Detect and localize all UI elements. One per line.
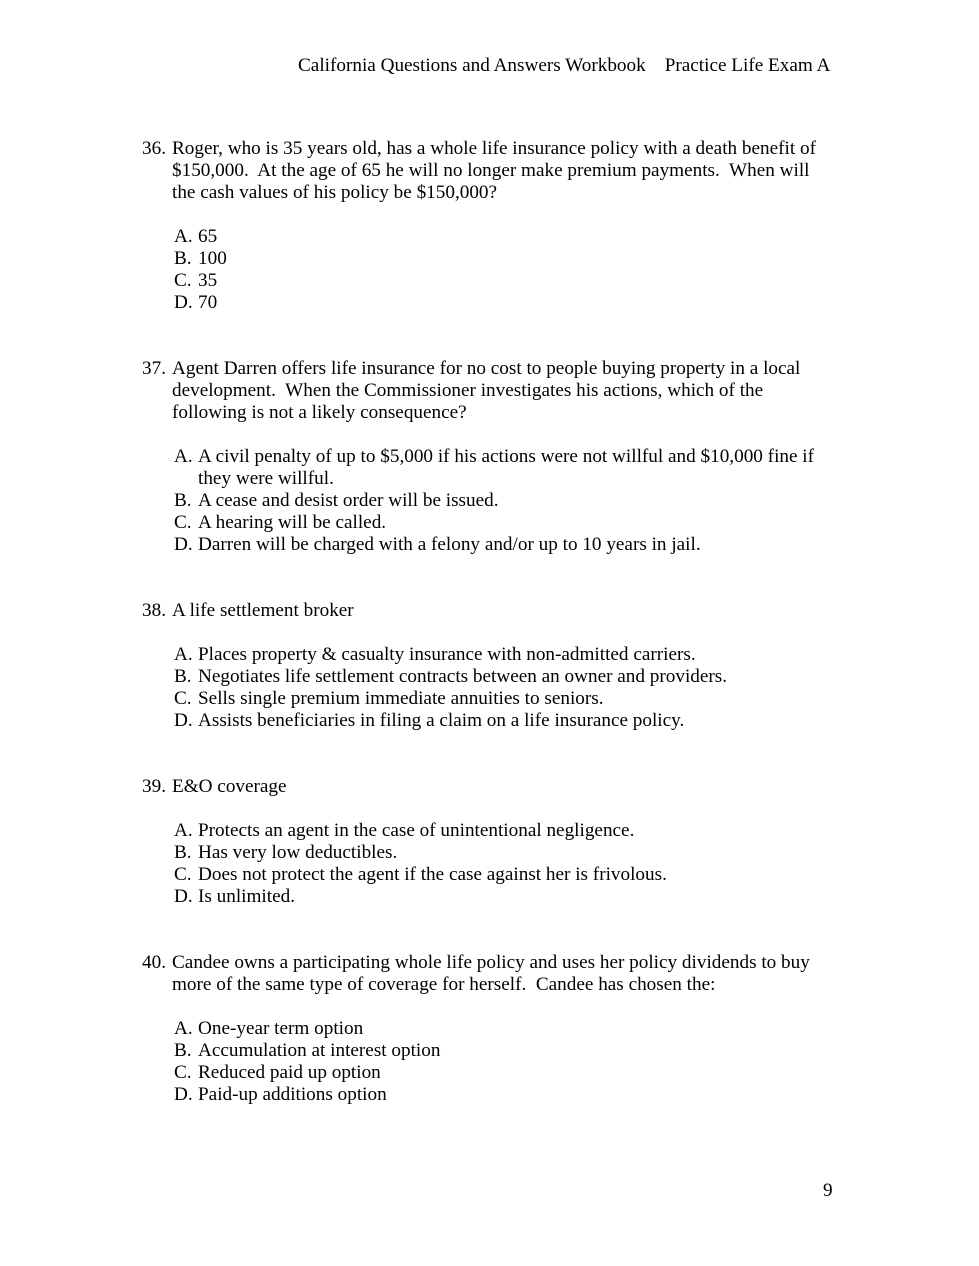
question-text: A life settlement broker [172,600,354,621]
workbook-title: California Questions and Answers Workbook [298,55,646,76]
option-text: A cease and desist order will be issued. [198,490,499,511]
option-text: One-year term option [198,1018,364,1039]
option-letter: D. [174,1084,193,1105]
option-row [174,292,820,314]
option-row [174,688,820,710]
page-number: 9 [823,1180,833,1201]
option-text: Accumulation at interest option [198,1040,441,1061]
option-letter: B. [174,1040,192,1061]
option-text: Is unlimited. [198,886,295,907]
option-letter: C. [174,512,192,533]
option-letter: C. [174,270,192,291]
question-body [172,600,820,732]
page-header [298,55,830,77]
option-text: Assists beneficiaries in filing a claim on a life insurance policy. [198,710,685,731]
options-list [174,226,820,314]
option-letter: B. [174,490,192,511]
option-letter: B. [174,842,192,863]
option-text: Does not protect the agent if the case against her is frivolous. [198,864,667,885]
question-body [172,358,820,556]
question-body [172,952,820,1106]
option-text: 35 [198,270,218,291]
option-row [174,248,820,270]
question-38 [142,600,842,732]
option-text: Protects an agent in the case of unintentional negligence. [198,820,635,841]
option-text: Sells single premium immediate annuities to seniors. [198,688,604,709]
option-letter: B. [174,666,192,687]
question-text: Agent Darren offers life insurance for no cost to people buying property in a local development. When the Commissioner investigates his actions, which of the following is not a likely consequence? [172,358,806,423]
option-letter: C. [174,1062,192,1083]
option-row [174,842,820,864]
question-text: Roger, who is 35 years old, has a whole life insurance policy with a death benefit of $150,000. At the age of 65 he will no longer make premium payments. When will the cash values of his policy be $150,000? [172,138,821,203]
option-text: Darren will be charged with a felony and/or up to 10 years in jail. [198,534,701,555]
option-text: 70 [198,292,218,313]
option-row [174,490,820,512]
question-number: 38. [142,600,166,621]
option-letter: A. [174,820,193,841]
option-row [174,864,820,886]
option-text: 100 [198,248,227,269]
option-text: Reduced paid up option [198,1062,381,1083]
options-list [174,820,820,908]
option-letter: D. [174,292,193,313]
question-37 [142,358,842,556]
option-letter: C. [174,864,192,885]
option-row [174,270,820,292]
question-text: E&O coverage [172,776,287,797]
question-number: 37. [142,358,166,379]
option-text: Paid-up additions option [198,1084,387,1105]
option-letter: D. [174,886,193,907]
question-number: 39. [142,776,166,797]
options-list [174,644,820,732]
options-list [174,1018,820,1106]
option-row [174,226,820,248]
option-row [174,534,820,556]
option-letter: A. [174,644,193,665]
question-number: 36. [142,138,166,159]
question-body [172,138,820,314]
exam-title: Practice Life Exam A [664,55,831,76]
option-row [174,666,820,688]
option-letter: D. [174,534,193,555]
options-list [174,446,820,556]
option-letter: A. [174,1018,193,1039]
option-letter: C. [174,688,192,709]
option-row [174,1018,820,1040]
option-letter: A. [174,226,193,247]
questions-list [142,138,842,1150]
option-row [174,446,820,490]
question-body [172,776,820,908]
option-row [174,1084,820,1106]
option-text: Places property & casualty insurance with non-admitted carriers. [198,644,696,665]
option-row [174,1062,820,1084]
option-row [174,644,820,666]
option-row [174,512,820,534]
question-text: Candee owns a participating whole life policy and uses her policy dividends to buy more of the same type of coverage for herself. Candee has chosen the: [172,952,815,995]
option-letter: A. [174,446,193,467]
question-39 [142,776,842,908]
option-row [174,886,820,908]
option-letter: D. [174,710,193,731]
option-text: 65 [198,226,218,247]
option-text: A hearing will be called. [198,512,387,533]
option-row [174,820,820,842]
option-letter: B. [174,248,192,269]
option-text: Has very low deductibles. [198,842,398,863]
option-row [174,710,820,732]
question-40 [142,952,842,1106]
option-text: Negotiates life settlement contracts between an owner and providers. [198,666,728,687]
option-row [174,1040,820,1062]
question-number: 40. [142,952,166,973]
question-36 [142,138,842,314]
option-text: A civil penalty of up to $5,000 if his actions were not willful and $10,000 fine if they were willful. [198,446,819,489]
